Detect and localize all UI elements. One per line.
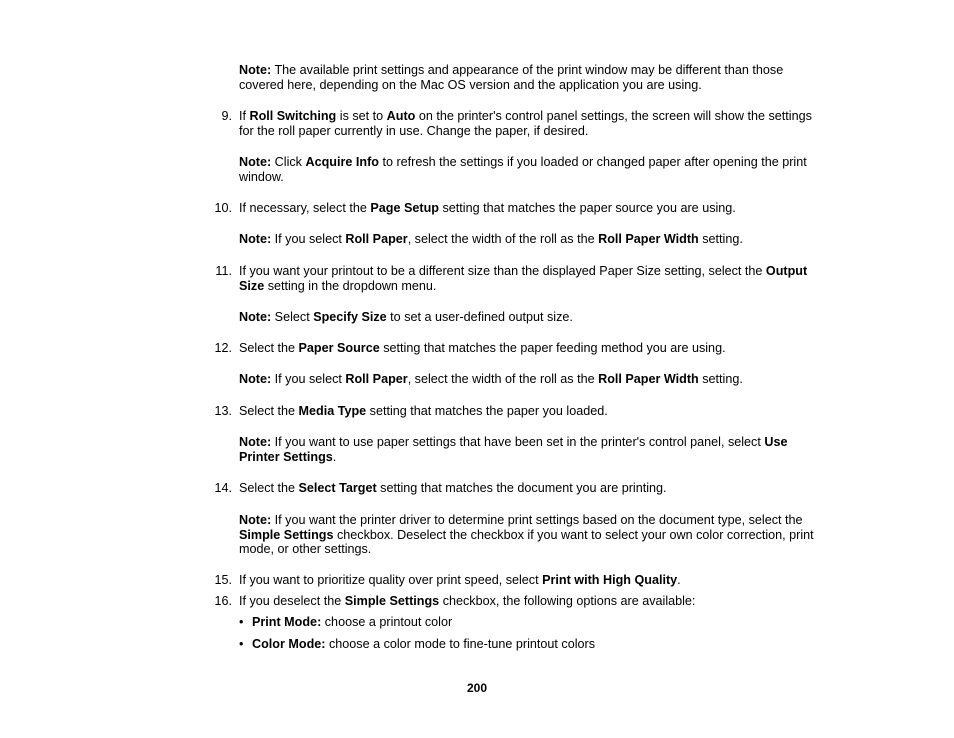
step-text: If you want to prioritize quality over print speed, select Print with High Quality. — [239, 573, 681, 587]
step-13-note: Note: If you want to use paper settings that have been set in the printer's control panel, select Use Printer Settings. — [239, 435, 788, 464]
step-number: 11. — [215, 264, 232, 278]
option-label: Print Mode: — [252, 615, 322, 629]
note-label: Note: — [239, 232, 272, 246]
step-number: 12. — [214, 341, 232, 355]
step-text: If you want your printout to be a different size than the displayed Paper Size setting, select the Output Size setting in the dropdown menu. — [239, 264, 808, 293]
note-label: Note: — [239, 310, 272, 324]
step-number: 9. — [221, 109, 232, 123]
step-text: If Roll Switching is set to Auto on the printer's control panel settings, the screen will show the settings for the roll paper currently in use. Change the paper, if desired. — [239, 109, 812, 138]
intro-note — [239, 63, 821, 92]
bullet-icon: • — [239, 637, 244, 651]
page-number: 200 — [466, 681, 488, 695]
note-label: Note: — [239, 63, 272, 77]
step-text: Select the Media Type setting that matches the paper you loaded. — [239, 404, 608, 418]
step-9-note: Note: Click Acquire Info to refresh the settings if you loaded or changed paper after opening the print window. — [239, 155, 807, 184]
step-text: If necessary, select the Page Setup setting that matches the paper source you are using. — [239, 201, 736, 215]
option-label: Color Mode: — [252, 637, 326, 651]
bullet-icon: • — [239, 615, 244, 629]
note-label: Note: — [239, 155, 272, 169]
step-number: 15. — [214, 573, 232, 587]
step-number: 10. — [214, 201, 232, 215]
step-number: 16. — [214, 594, 232, 608]
step-14-note: Note: If you want the printer driver to determine print settings based on the document type, select the Simple Settings checkbox. Deselect the checkbox if you want to select your own color correction, print mode, or other settings. — [239, 513, 814, 557]
step-number: 13. — [214, 404, 232, 418]
step-text: Select the Paper Source setting that matches the paper feeding method you are using. — [239, 341, 726, 355]
step-10-note: Note: If you select Roll Paper, select the width of the roll as the Roll Paper Width setting. — [239, 232, 743, 246]
step-12-note: Note: If you select Roll Paper, select the width of the roll as the Roll Paper Width setting. — [239, 372, 743, 386]
step-number: 14. — [214, 481, 232, 495]
note-label: Note: — [239, 513, 272, 527]
step-text: If you deselect the Simple Settings checkbox, the following options are available: — [239, 594, 696, 608]
note-label: Note: — [239, 372, 272, 386]
note-text: The available print settings and appearance of the print window may be different than those covered here, depending on the Mac OS version and the application you are using. — [239, 63, 784, 92]
step-11-note: Note: Select Specify Size to set a user-defined output size. — [239, 310, 573, 324]
step-text: Select the Select Target setting that matches the document you are printing. — [239, 481, 667, 495]
note-label: Note: — [239, 435, 272, 449]
